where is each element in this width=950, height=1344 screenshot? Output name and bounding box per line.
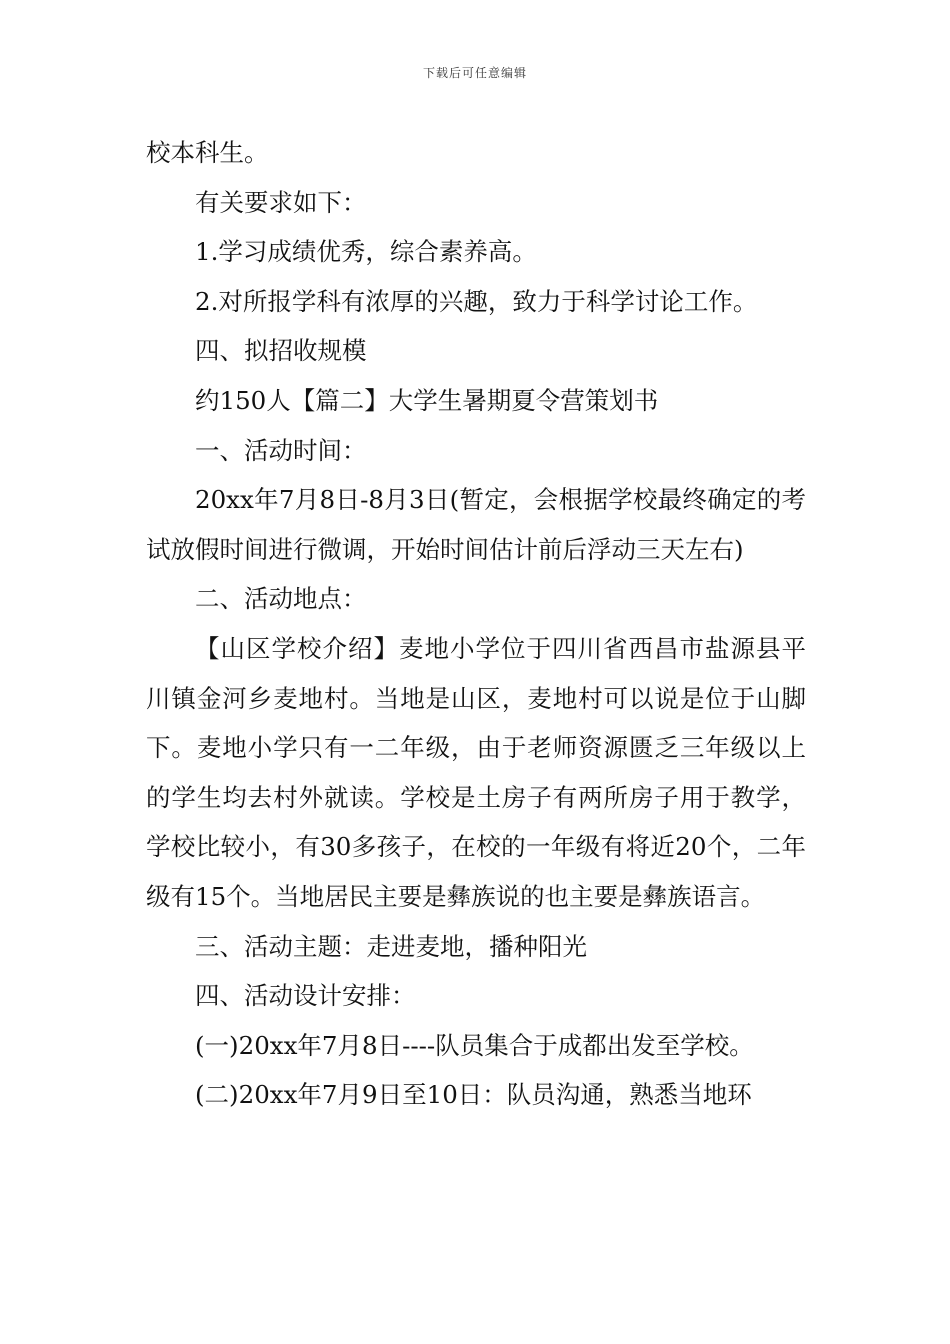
paragraph-12: 四、活动设计安排： <box>195 981 416 1011</box>
paragraph-5: 四、拟招收规模 <box>195 336 367 366</box>
paragraph-7: 一、活动时间： <box>195 435 367 465</box>
paragraph-3: 1.学习成绩优秀，综合素养高。 <box>195 237 537 267</box>
paragraph-4: 2.对所报学科有浓厚的兴趣，致力于科学讨论工作。 <box>195 286 758 316</box>
paragraph-14: (二)20xx年7月9日至10日：队员沟通，熟悉当地环 <box>195 1080 752 1110</box>
paragraph-2: 有关要求如下： <box>195 187 367 217</box>
paragraph-13: (一)20xx年7月8日----队员集合于成都出发至学校。 <box>195 1030 754 1060</box>
paragraph-10: 【山区学校介绍】麦地小学位于四川省西昌市盐源县平川镇金河乡麦地村。当地是山区，麦地村可以说是位于山脚下。麦地小学只有一二年级，由于老师资源匮乏三年级以上的学生均去村外就读。学校是土房子有两所房子用于教学，学校比较小，有30多孩子，在校的一年级有将近20个，二年级有15个。当地居民主要是彝族说的也主要是彝族语言。 <box>146 633 806 911</box>
paragraph-1: 校本科生。 <box>146 138 269 167</box>
paragraph-9: 二、活动地点： <box>195 584 367 614</box>
document-body <box>146 128 806 1120</box>
paragraph-6: 约150人【篇二】大学生暑期夏令营策划书 <box>195 385 659 415</box>
paragraph-11: 三、活动主题：走进麦地，播种阳光 <box>195 931 587 961</box>
page-header: 下载后可任意编辑 <box>422 66 527 80</box>
paragraph-8: 20xx年7月8日-8月3日(暂定，会根据学校最终确定的考试放假时间进行微调，开始时间估计前后浮动三天左右) <box>146 485 806 564</box>
